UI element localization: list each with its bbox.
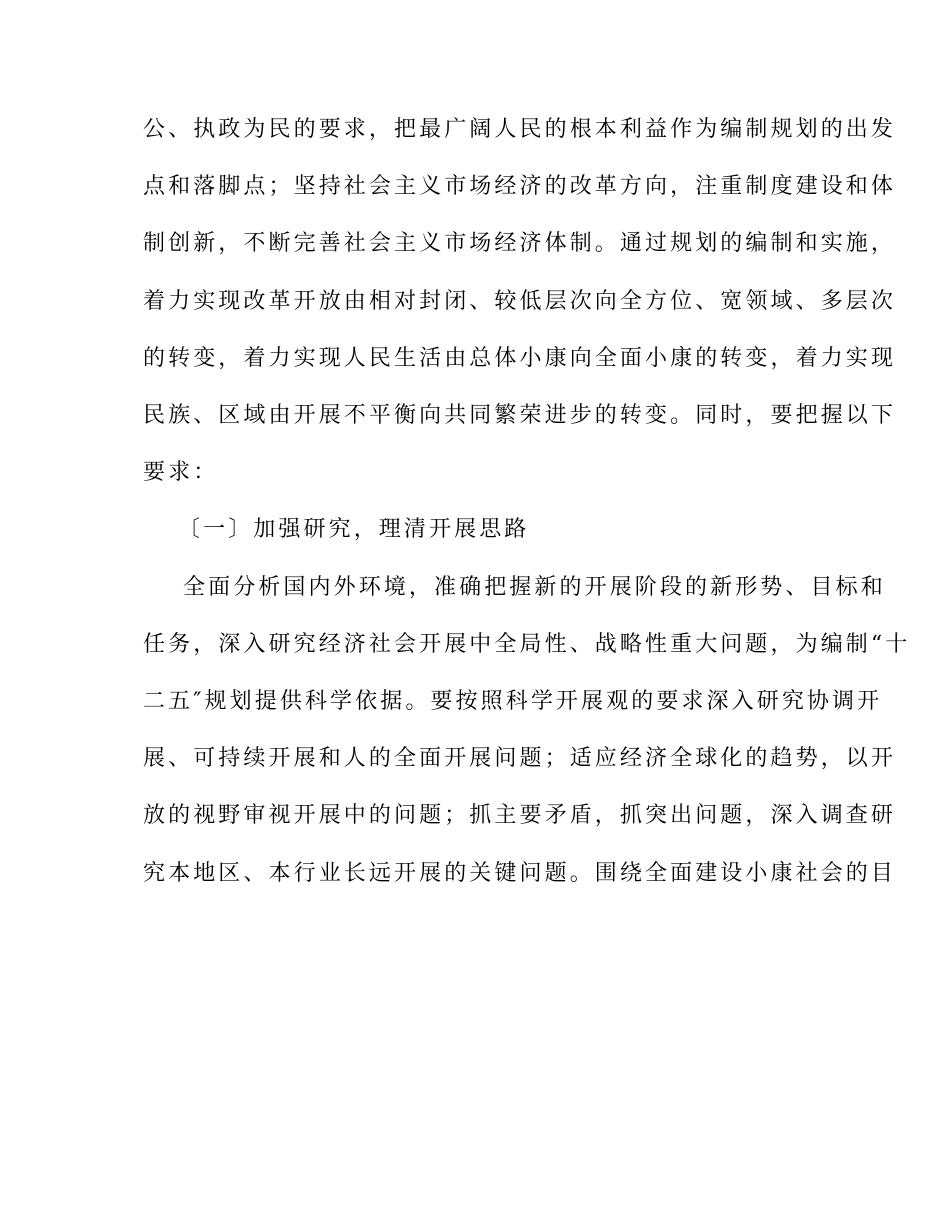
- paragraph-line: 展、可持续开展和人的全面开展问题；适应经济全球化的趋势，以开: [143, 746, 897, 772]
- paragraph-line: 公、执政为民的要求，把最广阔人民的根本利益作为编制规划的出发: [143, 117, 897, 142]
- paragraph-line: 的转变，着力实现人民生活由总体小康向全面小康的转变，着力实现: [143, 345, 897, 371]
- paragraph-line: 放的视野审视开展中的问题；抓主要矛盾，抓突出问题，深入调查研: [143, 803, 897, 829]
- paragraph-line: 民族、区域由开展不平衡向共同繁荣进步的转变。同时，要把握以下: [143, 403, 897, 428]
- paragraph-line: 究本地区、本行业长远开展的关键问题。围绕全面建设小康社会的目: [143, 860, 897, 886]
- section-heading: 〔一〕加强研究，理清开展思路: [178, 517, 530, 543]
- paragraph-line: 全面分析国内外环境，准确把握新的开展阶段的新形势、目标和: [183, 574, 886, 600]
- paragraph-line: 制创新，不断完善社会主义市场经济体制。通过规划的编制和实施，: [143, 231, 897, 257]
- paragraph-line: 二五″规划提供科学依据。要按照科学开展观的要求深入研究协调开: [143, 689, 883, 714]
- paragraph-line: 任务，深入研究经济社会开展中全局性、战略性重大问题，为编制“十: [143, 631, 911, 657]
- paragraph-line: 要求：: [143, 460, 219, 486]
- paragraph-line: 点和落脚点；坚持社会主义市场经济的改革方向，注重制度建设和体: [143, 174, 897, 200]
- paragraph-line: 着力实现改革开放由相对封闭、较低层次向全方位、宽领域、多层次: [143, 288, 897, 314]
